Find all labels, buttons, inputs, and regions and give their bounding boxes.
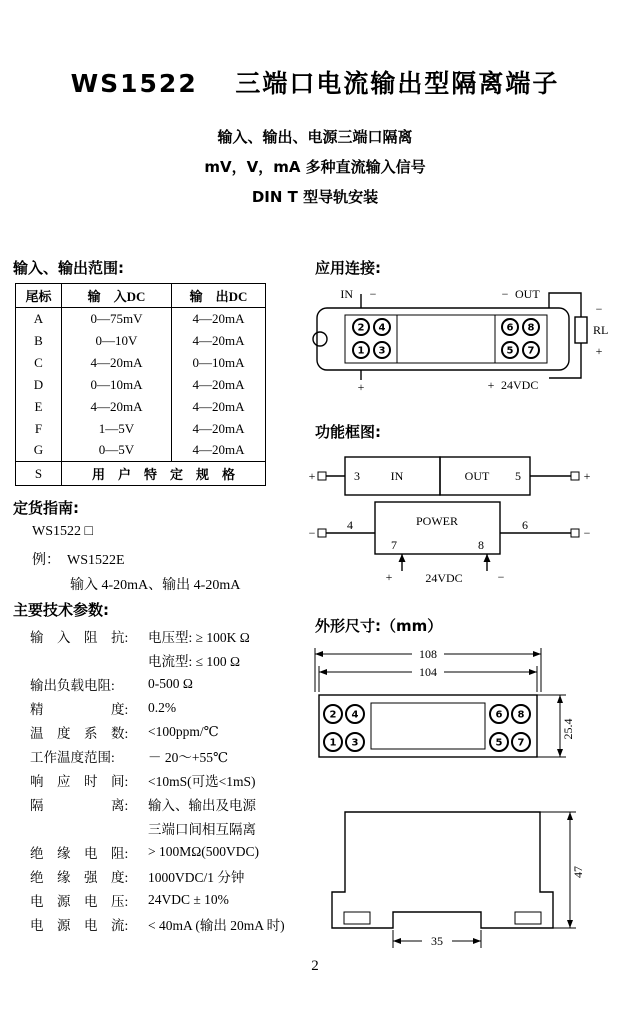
- spec-value: <10mS(可选<1mS): [148, 774, 256, 789]
- col-header-input: 输 入DC: [62, 284, 172, 308]
- cell-input: 0—10mA: [62, 374, 172, 396]
- in-label: IN: [390, 469, 404, 483]
- spec-row: [30, 792, 285, 816]
- heading-specs: 主要技术参数:: [13, 601, 109, 619]
- plus-sign: +: [357, 380, 365, 394]
- plus-sign: +: [595, 344, 603, 358]
- spec-value: < 40mA (输出 20mA 时): [148, 918, 285, 933]
- terminal-3: 3: [351, 737, 359, 749]
- subtitle-line: mV，V，mA 多种直流输入信号: [204, 158, 426, 176]
- col-header-code: 尾标: [16, 284, 62, 308]
- terminal-8: 8: [478, 538, 484, 552]
- terminal-1: 1: [357, 345, 365, 357]
- ordering-example-desc: 输入 4-20mA、输出 4-20mA: [70, 578, 241, 593]
- subtitle-line: 输入、输出、电源三端口隔离: [217, 128, 413, 146]
- function-block-diagram: [305, 445, 615, 583]
- spec-value: > 100MΩ(500VDC): [148, 844, 260, 859]
- heading-dimensions: 外形尺寸:（mm）: [315, 617, 443, 635]
- cell-output: 4—20mA: [172, 330, 266, 352]
- minus-sign: −: [497, 570, 505, 584]
- table-row-custom: [16, 462, 266, 486]
- ordering-model: WS1522 □: [32, 524, 93, 539]
- ordering-example: 例： WS1522E: [32, 553, 125, 568]
- mounting-slot: [344, 912, 370, 924]
- spec-row: [30, 888, 285, 912]
- out-label: OUT: [515, 287, 540, 301]
- cell-output: 4—20mA: [172, 418, 266, 440]
- col-header-output: 输 出DC: [172, 284, 266, 308]
- cell-code: S: [16, 462, 62, 486]
- spec-label: 绝 缘 电 阻:: [30, 846, 129, 861]
- terminal-3: 3: [378, 345, 386, 357]
- spec-label: 电 源 电 流:: [30, 918, 129, 933]
- spec-label: 输出负载电阻:: [30, 678, 115, 693]
- spec-value: － 20～+55℃: [148, 750, 229, 765]
- heading-ordering: 定货指南:: [13, 499, 79, 517]
- terminal-5: 5: [515, 469, 521, 483]
- terminal-6: 6: [495, 709, 503, 721]
- io-range-table: [15, 283, 266, 486]
- rl-label: RL: [593, 323, 609, 337]
- terminal-8: 8: [517, 709, 525, 721]
- spec-row: [30, 840, 285, 864]
- fb-boxes: [345, 457, 530, 554]
- spec-label: 电 源 电 压:: [30, 894, 129, 909]
- spec-value: 1000VDC/1 分钟: [148, 870, 245, 885]
- spec-row: [30, 624, 285, 648]
- spec-label: 温 度 系 数:: [30, 726, 129, 741]
- dim-rail-width: 35: [431, 934, 443, 948]
- cell-code: D: [33, 376, 44, 392]
- dim-height-side: 47: [571, 866, 585, 878]
- plus-sign: +: [583, 469, 591, 483]
- table-row: [16, 330, 266, 352]
- terminal-2: 2: [357, 322, 365, 334]
- terminal-1: 1: [329, 737, 337, 749]
- table-row: [16, 418, 266, 440]
- spec-value: 0.2%: [148, 700, 177, 715]
- terminal-7: 7: [391, 538, 397, 552]
- cell-code: E: [34, 398, 43, 414]
- spec-row: [30, 648, 285, 672]
- cell-output: 0—10mA: [172, 352, 266, 374]
- label-window: [371, 703, 485, 749]
- spec-value: 0-500 Ω: [148, 676, 193, 691]
- din-rail-profile: [332, 812, 553, 928]
- terminal-7: 7: [517, 737, 525, 749]
- heading-block-diagram: 功能框图:: [315, 423, 381, 441]
- minus-sign: −: [308, 526, 316, 540]
- terminal-4: 4: [378, 322, 386, 334]
- subtitle-block: [0, 122, 630, 212]
- cell-code: G: [33, 442, 44, 458]
- plus-sign: +: [308, 469, 316, 483]
- spec-label: 精 度:: [30, 702, 129, 717]
- terminal-5: 5: [495, 737, 503, 749]
- table-row: [16, 396, 266, 418]
- fb-labels: [309, 469, 591, 585]
- app-wires: [361, 293, 581, 380]
- spec-label: 隔 离:: [30, 798, 129, 813]
- spec-label: 输 入 阻 抗:: [30, 630, 129, 645]
- terminal-6: 6: [522, 518, 528, 532]
- subtitle-line: DIN T 型导轨安装: [251, 188, 379, 206]
- table-row: [16, 308, 266, 330]
- terminal-4: 4: [351, 709, 359, 721]
- plus-sign: +: [385, 570, 393, 584]
- power-label: POWER: [416, 514, 458, 528]
- table-header-row: [16, 284, 266, 308]
- cell-output: 4—20mA: [172, 440, 266, 462]
- spec-row: [30, 912, 285, 936]
- load-resistor: [575, 317, 587, 343]
- supply-label: 24VDC: [501, 378, 539, 392]
- cell-custom-spec: 用 户 特 定 规 格: [62, 462, 266, 486]
- spec-value: 输入、输出及电源: [148, 798, 256, 813]
- page-number: 2: [311, 958, 319, 974]
- plus-sign: +: [487, 378, 495, 392]
- module-body: [317, 308, 569, 370]
- page-title: WS1522 三端口电流输出型隔离端子: [70, 69, 560, 98]
- dimension-top-view: [308, 640, 618, 782]
- app-terminals: [353, 319, 539, 358]
- table-row: [16, 374, 266, 396]
- dim-height-top: 25.4: [561, 718, 575, 740]
- minus-sign: −: [369, 287, 377, 301]
- cell-code: C: [34, 354, 43, 370]
- spec-value: 24VDC ± 10%: [148, 892, 229, 907]
- spec-label: 响 应 时 间:: [30, 774, 129, 789]
- heading-io-range: 输入、输出范围:: [13, 259, 124, 277]
- spec-list: [30, 624, 285, 936]
- spec-row: [30, 744, 285, 768]
- terminal-4: 4: [347, 518, 353, 532]
- spec-row: [30, 768, 285, 792]
- terminal-5: 5: [506, 345, 514, 357]
- spec-value: <100ppm/℃: [148, 724, 219, 739]
- out-label: OUT: [464, 469, 490, 483]
- cell-code: A: [33, 310, 44, 326]
- cell-input: 0—5V: [62, 440, 172, 462]
- terminal-7: 7: [527, 345, 535, 357]
- spec-row: [30, 864, 285, 888]
- cell-output: 4—20mA: [172, 396, 266, 418]
- spec-label: 绝 缘 强 度:: [30, 870, 129, 885]
- dim-width-inner: 104: [419, 665, 437, 679]
- heading-application: 应用连接:: [315, 259, 381, 277]
- cell-output: 4—20mA: [172, 374, 266, 396]
- spec-row: [30, 696, 285, 720]
- terminal-2: 2: [329, 709, 337, 721]
- cell-code: B: [34, 332, 43, 348]
- in-label: IN: [340, 287, 353, 301]
- mounting-slot: [515, 912, 541, 924]
- top-view-terminals: [324, 705, 530, 751]
- cell-input: 4—20mA: [62, 396, 172, 418]
- terminal-8: 8: [527, 322, 535, 334]
- application-connection-diagram: [303, 281, 621, 409]
- spec-value: 三端口间相互隔离: [148, 822, 256, 837]
- spec-row: [30, 816, 285, 840]
- table-row: [16, 352, 266, 374]
- supply-label: 24VDC: [425, 571, 463, 585]
- table-row: [16, 440, 266, 462]
- cell-input: 4—20mA: [62, 352, 172, 374]
- dim-width-outer: 108: [419, 647, 437, 661]
- minus-sign: −: [501, 287, 509, 301]
- mounting-hole: [313, 332, 327, 346]
- spec-label: 工作温度范围:: [30, 750, 115, 765]
- terminal-3: 3: [354, 469, 360, 483]
- minus-sign: −: [595, 302, 603, 316]
- spec-row: [30, 720, 285, 744]
- cell-output: 4—20mA: [172, 308, 266, 330]
- cell-code: F: [34, 420, 43, 436]
- spec-row: [30, 672, 285, 696]
- cell-input: 0—75mV: [62, 308, 172, 330]
- dimension-side-view: [318, 800, 610, 956]
- spec-value: 电压型: ≥ 100K Ω: [148, 630, 250, 645]
- terminal-6: 6: [506, 322, 514, 334]
- minus-sign: −: [583, 526, 591, 540]
- cell-input: 0—10V: [62, 330, 172, 352]
- cell-input: 1—5V: [62, 418, 172, 440]
- spec-value: 电流型: ≤ 100 Ω: [148, 654, 241, 669]
